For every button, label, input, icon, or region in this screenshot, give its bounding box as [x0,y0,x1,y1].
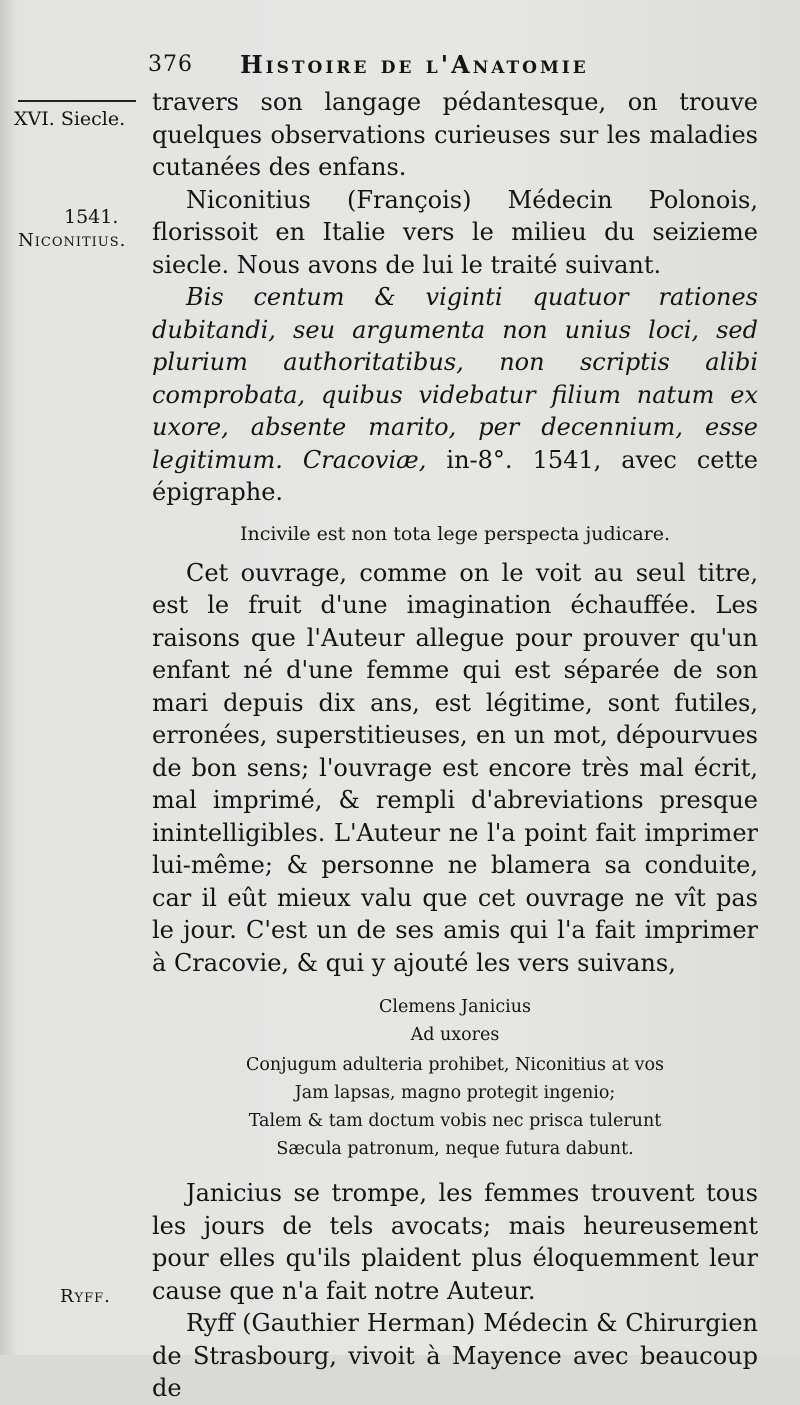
epigraph: Incivile est non tota lege perspecta judicare. [239,522,671,545]
poem-line: Jam lapsas, magno protegit ingenio; [294,1083,616,1103]
running-title: Histoire de l'Anatomie [240,50,589,79]
book-title-latin: Bis centum & viginti quatuor rationes dubitandi, seu argumenta non unius loci, sed plurium authoritatibus, non scriptis alibi comprobata, quibus videbatur filium natum ex uxore, absente marito, per decennium, esse legitimum. Cracoviæ, [152,283,758,474]
margin-rule [18,100,136,102]
poem [152,993,758,1163]
main-text [152,86,758,1405]
poem-line: Talem & tam doctum vobis nec prisca tulerunt [248,1111,662,1131]
margin-name-niconitius: Niconitius. [18,230,127,251]
book-imprint: in-8°. 1541, avec cette épigraphe. [152,445,758,506]
poem-line: Conjugum adulteria prohibet, Niconitius at vos [245,1055,665,1075]
poem-line: Sæcula patronum, neque futura dabunt. [276,1139,634,1159]
paragraph-1: travers son langage pédantesque, on trouve quelques observations curieuses sur les maladies cutanées des enfans. [152,88,758,181]
poem-author: Clemens Janicius [378,997,532,1017]
margin-century: XVI. Siecle. [14,108,126,130]
paragraph-5: Janicius se trompe, les femmes trouvent tous les jours de tels avocats; mais heureusement pour elles qu'ils plaident plus éloquemment leur cause que n'a fait notre Auteur. [152,1179,758,1305]
margin-year: 1541. [64,206,119,228]
paragraph-3 [152,281,758,509]
poem-heading: Ad uxores [410,1025,500,1045]
paragraph-2: Niconitius (François) Médecin Polonois, florissoit en Italie vers le milieu du seizieme siecle. Nous avons de lui le traité suivant. [152,185,758,279]
paragraph-4: Cet ouvrage, comme on le voit au seul titre, est le fruit d'une imagination échauffée. Les raisons que l'Auteur allegue pour prouver qu'un enfant né d'une femme qui est séparée de son mari depuis dix ans, est légitime, sont futiles, erronées, superstitieuses, en un mot, dépourvues de bon sens; l'ouvrage est encore très mal écrit, mal imprimé, & rempli d'abreviations presque inintelligibles. L'Auteur ne l'a point fait imprimer lui-même; & personne ne blamera sa conduite, car il eût mieux valu que cet ouvrage ne vît pas le jour. C'est un de ses amis qui l'a fait imprimer à Cracovie, & qui y ajouté les vers suivans, [152,558,758,977]
page-header [148,44,788,84]
paragraph-6: Ryff (Gauthier Herman) Médecin & Chirurgien de Strasbourg, vivoit à Mayence avec beaucoup de [152,1309,758,1402]
page-number: 376 [148,52,193,77]
margin-name-ryff: Ryff. [60,1286,111,1307]
